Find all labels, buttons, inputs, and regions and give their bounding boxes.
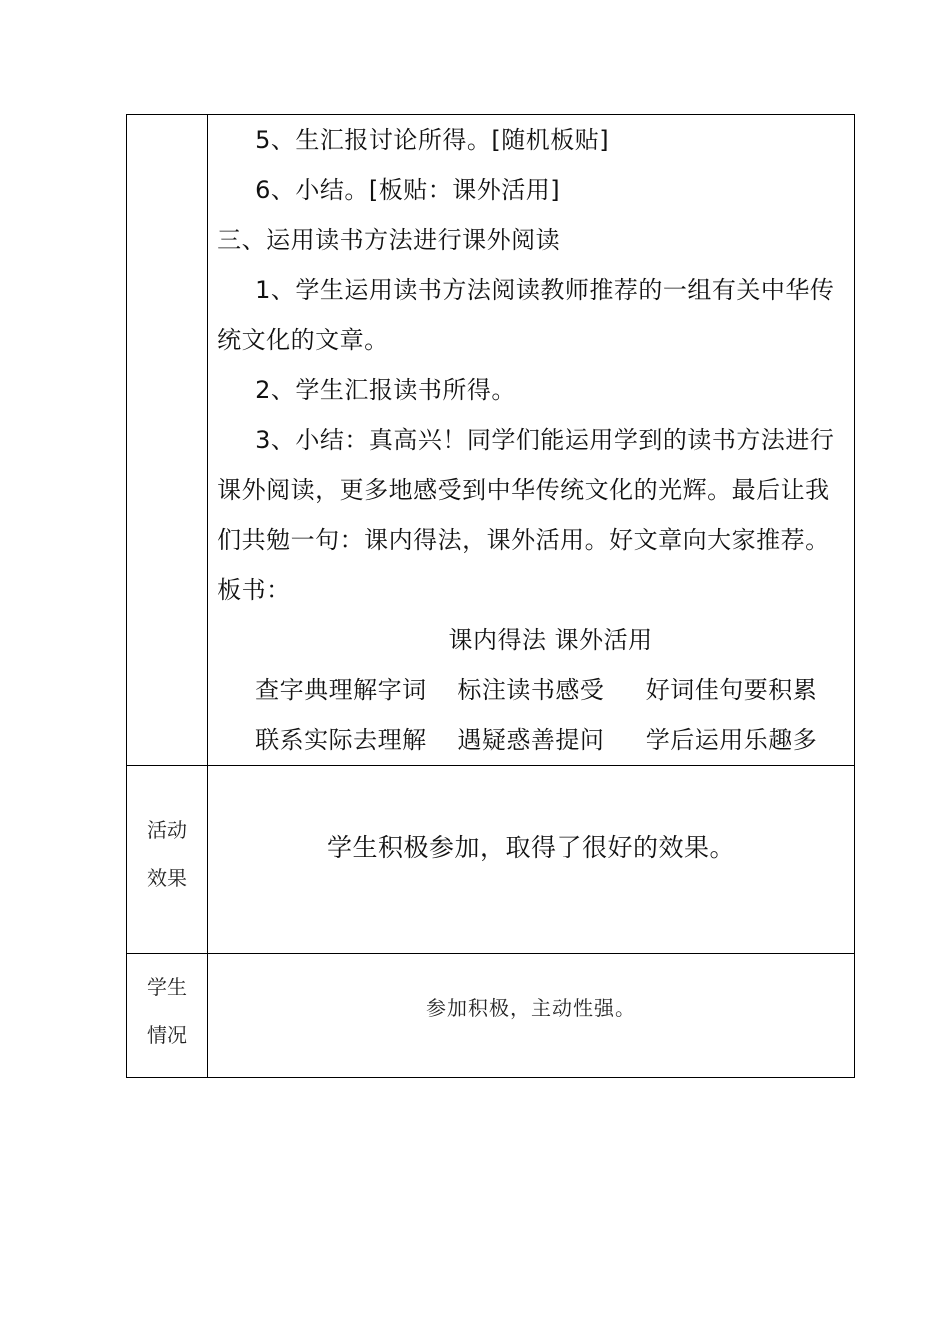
- process-row: [127, 115, 855, 766]
- effect-content: 学生积极参加，取得了很好的效果。: [327, 833, 736, 862]
- board-item: 标注读书感受: [457, 676, 605, 704]
- situation-label-cell: [127, 954, 208, 1078]
- board-item: 遇疑惑善提问: [457, 726, 605, 754]
- effect-label-line-1: 活动: [147, 818, 188, 842]
- effect-label-cell: [127, 766, 208, 954]
- situation-content-cell: [208, 954, 855, 1078]
- situation-row: [127, 954, 855, 1078]
- reading-step-1-line: 1、学生运用读书方法阅读教师推荐的一组有关中华传: [255, 276, 835, 304]
- process-label-cell: [127, 115, 208, 766]
- board-item: 联系实际去理解: [255, 726, 427, 754]
- process-content-cell: [208, 115, 855, 766]
- board-row-2: [217, 715, 844, 765]
- board-row-1: [217, 665, 844, 715]
- summary-cont-2: 们共勉一句：课内得法，课外活用。好文章向大家推荐。: [217, 526, 830, 554]
- situation-label-line-2: 情况: [147, 1023, 188, 1047]
- board-item: 查字典理解字词: [255, 676, 427, 704]
- summary-cont-1: 课外阅读，更多地感受到中华传统文化的光辉。最后让我: [217, 476, 830, 504]
- summary-line: 3、小结：真高兴！同学们能运用学到的读书方法进行: [255, 426, 835, 454]
- reading-step-2-line: 2、学生汇报读书所得。: [255, 376, 516, 404]
- situation-label: [127, 954, 207, 1059]
- effect-content-cell: [208, 766, 855, 954]
- effect-row: [127, 766, 855, 954]
- situation-content: 参加积极，主动性强。: [426, 996, 637, 1020]
- effect-label: [127, 766, 207, 902]
- board-label: 板书：: [217, 576, 291, 604]
- board-item: 好词佳句要积累: [645, 676, 818, 704]
- process-text: [208, 115, 854, 765]
- section-3-heading: 三、运用读书方法进行课外阅读: [217, 226, 561, 254]
- effect-label-line-2: 效果: [147, 866, 188, 890]
- reading-step-1-cont: 统文化的文章。: [217, 326, 389, 354]
- lesson-table: [126, 114, 855, 1078]
- situation-label-line-1: 学生: [147, 975, 188, 999]
- board-heading: 课内得法 课外活用: [448, 626, 653, 654]
- step-6-line: 6、小结。[板贴：课外活用]: [255, 176, 561, 204]
- board-item: 学后运用乐趣多: [645, 726, 818, 754]
- step-5-line: 5、生汇报讨论所得。[随机板贴]: [255, 126, 610, 154]
